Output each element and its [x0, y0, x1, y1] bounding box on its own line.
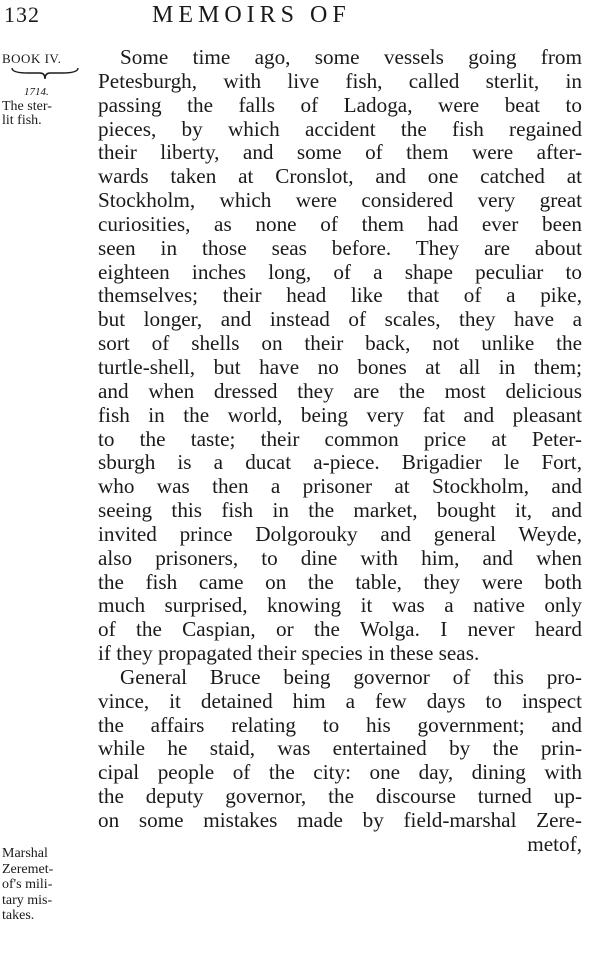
body-line: Petesburgh, with live fish, called sterlit, in: [98, 69, 582, 93]
body-line: vince, it detained him a few days to inspect: [98, 689, 582, 713]
body-line: their liberty, and some of them were after-: [98, 141, 582, 165]
running-title: MEMOIRS OF: [152, 2, 351, 28]
body-line: on some mistakes made by field-marshal Zere-: [98, 809, 582, 832]
body-line: if they propagated their species in these seas.: [98, 642, 480, 666]
brace-icon: [10, 66, 80, 80]
body-line: metof,: [527, 832, 582, 856]
body-line: seeing this fish in the market, bought it, and: [98, 499, 582, 523]
margin-book-label: BOOK IV.: [2, 51, 62, 66]
body-line: passing the falls of Ladoga, were beat to: [98, 93, 582, 117]
margin-note-line: The ster-: [2, 99, 52, 114]
body-line: Stockholm, which were considered very great: [98, 189, 582, 213]
body-line: much surprised, knowing it was a native only: [98, 594, 582, 618]
body-text: [98, 46, 582, 857]
body-line: themselves; their head like that of a pike,: [98, 284, 582, 308]
body-line: the affairs relating to his government; and: [98, 713, 582, 737]
body-line: but longer, and instead of scales, they have a: [98, 308, 582, 332]
body-line: also prisoners, to dine with him, and when: [98, 546, 582, 570]
body-line: while he staid, was entertained by the prin-: [98, 737, 582, 761]
margin-year: 1714.: [24, 86, 49, 98]
body-line: fish in the world, being very fat and pleasant: [98, 403, 582, 427]
margin-note-line: lit fish.: [2, 113, 42, 128]
body-line: Some time ago, some vessels going from: [120, 46, 582, 69]
body-line: turtle-shell, but have no bones at all in them;: [98, 355, 582, 379]
body-line: invited prince Dolgorouky and general Weyde,: [98, 522, 582, 546]
margin-note-line: takes.: [2, 908, 35, 923]
margin-note-line: Marshal: [2, 846, 48, 861]
margin-note-zeremetof: [2, 846, 88, 924]
body-line: eighteen inches long, of a shape peculiar to: [98, 260, 582, 284]
body-line: cipal people of the city: one day, dining with: [98, 761, 582, 785]
margin-note-line: Zeremet-: [2, 861, 54, 877]
body-line: sburgh is a ducat a-piece. Brigadier le Fort,: [98, 451, 582, 475]
margin-note-sterlit: [2, 100, 88, 128]
body-line: seen in those seas before. They are about: [98, 236, 582, 260]
margin-note-line: tary mis-: [2, 892, 53, 908]
body-line: the deputy governor, the discourse turned up-: [98, 785, 582, 809]
body-line: the fish came on the table, they were both: [98, 570, 582, 594]
body-line: wards taken at Cronslot, and one catched at: [98, 165, 582, 189]
body-line: and when dressed they are the most delicious: [98, 379, 582, 403]
body-line: of the Caspian, or the Wolga. I never heard: [98, 618, 582, 642]
body-line: who was then a prisoner at Stockholm, and: [98, 475, 582, 499]
page-number: 132: [4, 2, 40, 27]
margin-note-line: of's mili-: [2, 877, 53, 892]
body-line: curiosities, as none of them had ever been: [98, 212, 582, 236]
body-line: pieces, by which accident the fish regained: [98, 117, 582, 141]
body-line: General Bruce being governor of this pro-: [120, 665, 582, 689]
body-line: to the taste; their common price at Peter-: [98, 427, 582, 451]
body-line: sort of shells on their back, not unlike the: [98, 332, 582, 356]
